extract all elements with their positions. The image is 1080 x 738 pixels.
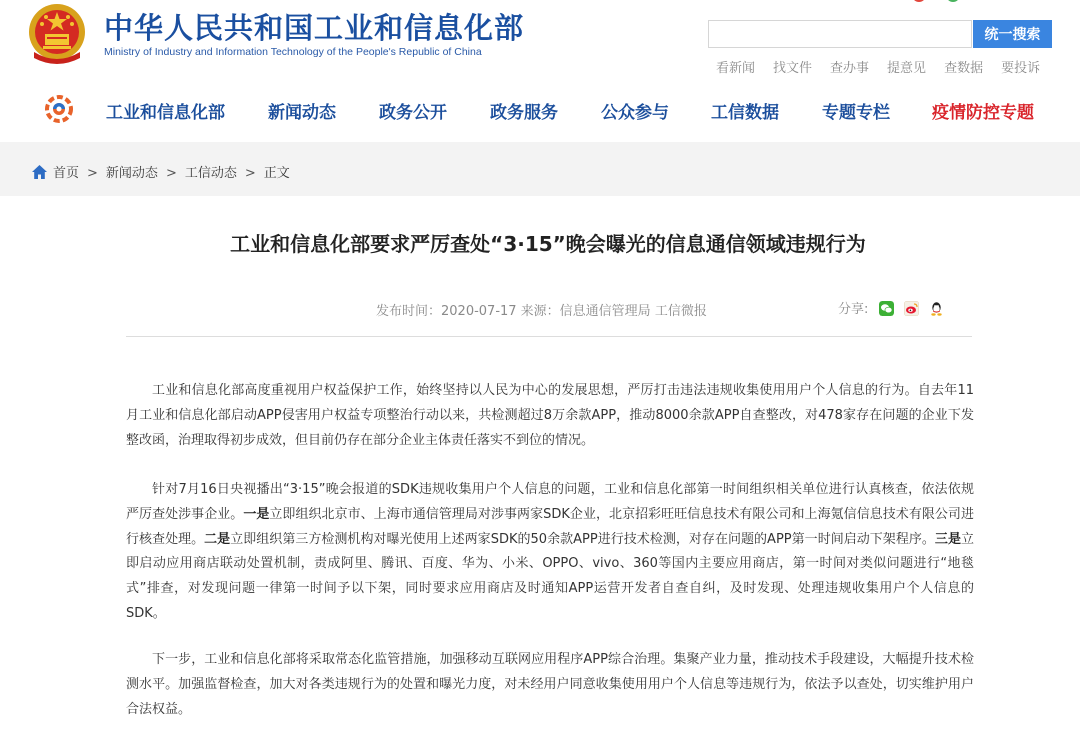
- article-paragraph-3: 下一步，工业和信息化部将采取常态化监管措施，加强移动互联网应用程序APP综合治理。集聚产业力量，推动技术手段建设，大幅提升技术检测水平。加强监督检查，加大对各类违规行为的处置和曝光力度，对未经用户同意收集使用用户个人信息等违规行为，依法予以查处，切实维护用户合法权益。: [126, 652, 974, 717]
- quick-link-data[interactable]: 查数据: [944, 61, 984, 76]
- breadcrumb-separator: >: [87, 166, 98, 181]
- breadcrumb-separator: >: [244, 166, 256, 181]
- nav-item-gov-services[interactable]: 政务服务: [490, 103, 558, 123]
- qq-share-icon[interactable]: [929, 301, 944, 316]
- quick-link-services[interactable]: 查办事: [830, 61, 870, 76]
- search-input[interactable]: [708, 20, 972, 48]
- share-label: 分享:: [838, 302, 869, 317]
- main-nav: [0, 90, 1080, 130]
- top-decor: [912, 0, 972, 4]
- quick-link-documents[interactable]: 找文件: [773, 61, 813, 76]
- weibo-share-icon[interactable]: [904, 301, 919, 316]
- nav-item-miit[interactable]: 工业和信息化部: [106, 103, 225, 123]
- quick-link-news[interactable]: 看新闻: [716, 61, 756, 76]
- share-bar: [838, 298, 944, 317]
- quick-link-feedback[interactable]: 提意见: [887, 61, 927, 76]
- breadcrumb: [32, 162, 290, 182]
- breadcrumb-current: 正文: [263, 166, 290, 181]
- breadcrumb-home[interactable]: 首页: [53, 166, 80, 181]
- article-paragraph-1: 工业和信息化部高度重视用户权益保护工作，始终坚持以人民为中心的发展思想，严厉打击违法违规收集使用用户个人信息的行为。自去年11月工业和信息化部启动APP侵害用户权益专项整治行动以来，共检测超过8万余款APP，推动8000余款APP自查整改，对478家存在问题的企业下发整改函，治理取得初步成效，但目前仍存在部分企业主体责任落实不到位的情况。: [126, 383, 974, 448]
- nav-item-epidemic[interactable]: 疫情防控专题: [932, 103, 1034, 123]
- p2-point-1: 立即组织北京市、上海市通信管理局对涉事两家SDK企业，北京招彩旺旺信息技术有限公司和上海氪信信息技术有限公司进行核查处理。: [126, 506, 974, 547]
- wechat-share-icon[interactable]: [879, 301, 894, 316]
- site-title[interactable]: 中华人民共和国工业和信息化部: [104, 11, 525, 45]
- nav-item-public[interactable]: 公众参与: [601, 103, 669, 123]
- nav-item-data[interactable]: 工信数据: [711, 103, 779, 123]
- nav-item-news[interactable]: 新闻动态: [268, 103, 336, 123]
- breadcrumb-miit-news[interactable]: 工信动态: [184, 166, 237, 181]
- home-icon[interactable]: [32, 165, 47, 179]
- p2-point-1-label: 一是: [243, 506, 270, 522]
- breadcrumb-separator: >: [165, 166, 177, 181]
- miit-logo-icon[interactable]: [44, 94, 74, 124]
- p2-point-2: 立即组织第三方检测机构对曝光使用上述两家SDK的50余款APP进行技术检测，对存在问题的APP第一时间启动下架程序。: [230, 531, 935, 547]
- article-title: 工业和信息化部要求严厉查处“3·15”晚会曝光的信息通信领域违规行为: [230, 232, 866, 256]
- search-button[interactable]: 统一搜索: [973, 20, 1052, 48]
- article: [0, 196, 1080, 738]
- p2-point-3-label: 三是: [934, 531, 961, 547]
- article-meta: 发布时间：2020-07-17 来源：信息通信管理局 工信微报: [376, 304, 707, 319]
- site-subtitle-english: Ministry of Industry and Information Technology of the People's Republic of China: [104, 46, 482, 58]
- p2-point-3: 立即启动应用商店联动处置机制，责成阿里、腾讯、百度、华为、小米、OPPO、vivo、360等国内主要应用商店，第一时间对类似问题进行“地毯式”排查，对发现问题一律第一时间予以下架，同时要求应用商店及时通知APP运营开发者自查自纠，及时发现、处理违规收集用户个人信息的SDK。: [126, 531, 974, 621]
- p2-point-2-label: 二是: [204, 531, 231, 547]
- article-paragraph-2: [126, 478, 974, 627]
- quick-links: [716, 57, 1040, 77]
- article-divider: [126, 336, 972, 337]
- quick-link-complaint[interactable]: 要投诉: [1001, 61, 1041, 76]
- nav-item-gov-affairs[interactable]: 政务公开: [379, 103, 447, 123]
- p2-intro: 针对7月16日央视播出“3·15”晚会报道的SDK违规收集用户个人信息的问题，工业和信息化部第一时间组织相关单位进行认真核查，依法依规严厉查处涉事企业。: [126, 482, 974, 522]
- site-header: [0, 0, 1080, 142]
- nav-item-topics[interactable]: 专题专栏: [822, 103, 890, 123]
- national-emblem-icon[interactable]: [26, 2, 88, 66]
- breadcrumb-news[interactable]: 新闻动态: [105, 166, 158, 181]
